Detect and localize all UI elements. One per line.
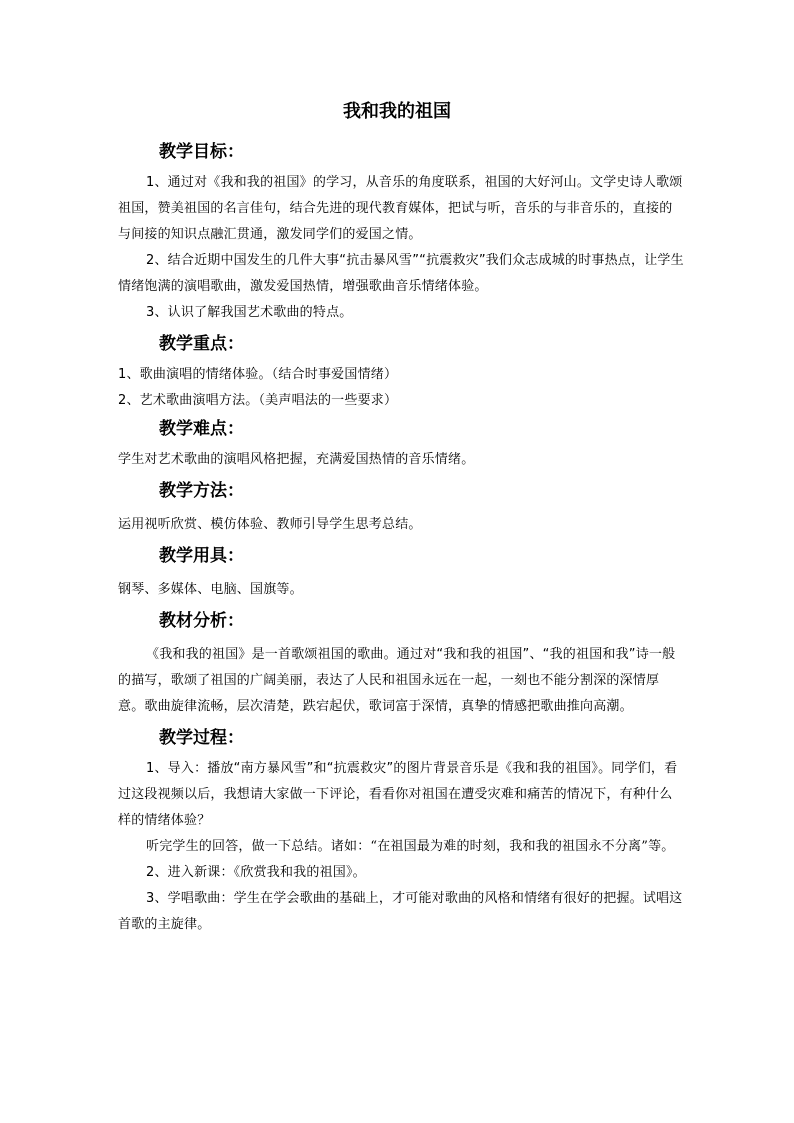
summary-quote: “在祖国最为难的时刻，我和我的祖国永不分离”	[370, 839, 649, 854]
methods-text: 运用视听欣赏、模仿体验、教师引导学生思考总结。	[118, 517, 422, 532]
document-body	[118, 137, 684, 938]
section-heading-key-points: 教学重点：	[159, 334, 244, 354]
goal-item: 2、结合近期中国发生的几件大事“抗击暴风雪”“抗震救灾”我们众志成城的时事热点，让学生情绪饱满的演唱歌曲，激发爱国热情，增强歌曲音乐情绪体验。	[118, 253, 684, 294]
process-step-3: 3、学唱歌曲：学生在学会歌曲的基础上，才可能对歌曲的风格和情绪有很好的把握。试唱这首歌的主旋律。	[118, 891, 683, 932]
goal-item: 1、通过对《我和我的祖国》的学习，从音乐的角度联系，祖国的大好河山。文学史诗人歌颂祖国，赞美祖国的名言佳句，结合先进的现代教育媒体，把试与听，音乐的与非音乐的，直接的与间接的知识点融汇贯通，激发同学们的爱国之情。	[118, 175, 683, 242]
process-step-1: 1、导入：播放“南方暴风雪”和“抗震救灾”的图片背景音乐是《我和我的祖国》。同学们，看过这段视频以后，我想请大家做一下评论，看看你对祖国在遭受灾难和痛苦的情况下，有种什么样的情绪体验？	[118, 761, 678, 828]
tools-text: 钢琴、多媒体、电脑、国旗等。	[118, 582, 303, 597]
process-summary	[118, 834, 684, 860]
section-heading-methods: 教学方法：	[159, 481, 244, 501]
section-heading-goals: 教学目标：	[159, 142, 244, 162]
process-step-2: 2、进入新课：《欣赏我和我的祖国》。	[146, 865, 366, 880]
document-title: 我和我的祖国	[343, 101, 451, 122]
goal-item: 3、认识了解我国艺术歌曲的特点。	[146, 305, 353, 320]
difficulties-text: 学生对艺术歌曲的演唱风格把握，充满爱国热情的音乐情绪。	[118, 452, 475, 467]
summary-prefix: 听完学生的回答，做一下总结。诸如：	[146, 839, 371, 854]
section-heading-difficulties: 教学难点：	[159, 419, 244, 439]
section-heading-process: 教学过程：	[159, 728, 244, 748]
summary-suffix: 等。	[648, 839, 675, 854]
section-heading-tools: 教学用具：	[159, 546, 244, 566]
key-point-item: 1、歌曲演唱的情绪体验。（结合时事爱国情绪）	[118, 367, 398, 382]
section-heading-analysis: 教材分析：	[159, 611, 244, 631]
key-point-item: 2、艺术歌曲演唱方法。（美声唱法的一些要求）	[118, 393, 398, 408]
analysis-text: 《我和我的祖国》是一首歌颂祖国的歌曲。通过对“我和我的祖国”、“我的祖国和我”诗一般的描写，歌颂了祖国的广阔美丽，表达了人民和祖国永远在一起，一刻也不能分割深的深情厚意。歌曲旋律流畅，层次清楚，跌宕起伏，歌词富于深情，真挚的情感把歌曲推向高潮。	[118, 647, 676, 714]
